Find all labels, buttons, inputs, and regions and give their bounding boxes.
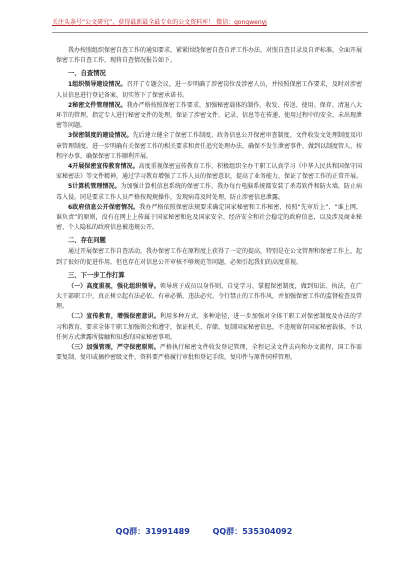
paragraph-10-heading: （三）加强管理，严守保密原则。 <box>68 344 160 352</box>
section-heading-2: 二、存在问题 <box>68 237 106 245</box>
paragraph-1 <box>56 80 362 100</box>
paragraph-5 <box>56 182 362 202</box>
header-rule <box>52 32 368 33</box>
banner-link[interactable]: 关注头条号“公文研究”，获得最新最全最专业的公文资料库！ 微信：gongwenyj <box>52 19 267 26</box>
paragraph-3-heading: 3保密制度的建设情况。 <box>68 132 133 140</box>
paragraph-3-body: 先后建立健全了保密工作制度、政务信息公开保密审查制度、文件收发文处理制度及印章管理制度。进一步明确有关保密工作的相关要求和责任追究处理办法，确保不发生泄密事件，做到以制度管人、按程序办事，确保保密工作顺利开展。 <box>56 132 363 160</box>
paragraph-10 <box>56 343 362 363</box>
paragraph-9-body: 利用多种方式、多种途径，进一步加强对全体干职工对保密制度及办法的学习和教育，要求全体干职工加强领会和遵守，保证机关、存储、复制国家秘密信息，不违规留存国家秘密载体，不以任何方式泄露所接触和知悉的国家秘密事项。 <box>56 313 363 341</box>
paragraph-8-body: 领导班子成员以身作则，自觉学习、掌握保密制度，做到知法、执法，在广大干部职工中，真正树立起有法必依、有章必循、违法必究、令行禁止的工作作风，并加强保密工作的监督检查及管理。 <box>56 282 363 311</box>
paragraph-5-heading: 5计算机管理情况。 <box>68 183 121 191</box>
qq-group-2[interactable]: QQ群：535304092 <box>212 527 293 536</box>
paragraph-9-heading: （二）宣传教育，增强保密意识。 <box>68 313 160 321</box>
paragraph-4 <box>56 162 362 182</box>
section-heading-3: 三、下一步工作打算 <box>68 271 125 279</box>
paragraph-2-body: 我办严格按照保密工作要求，加强秘密载体的制作、收发、传送、使用、保存、清退八大环节的管理，指定专人进行秘密文件的处理，保证了涉密文件、记录、信息等在传递、使用过程中的安全，未出现泄密等问题。 <box>56 101 363 130</box>
paragraph-8 <box>56 282 362 313</box>
paragraph-6-body: 我办严格依照保密法规要求确定国家秘密和工作秘密，按照“先审后上”、“谁上网，谁负责”的原则，没有在网上上传属于国家秘密和危及国家安全、经济安全和社会稳定的政府信息，以及涉及商业秘密、个人隐私的政府信息被违规公开。 <box>56 203 362 232</box>
paragraph-6 <box>56 203 362 234</box>
top-banner <box>52 14 368 32</box>
paragraph-6-heading: 6政府信息公开保密情况。 <box>68 203 140 211</box>
paragraph-4-heading: 4开展保密宣传教育情况。 <box>68 163 139 171</box>
paragraph-8-heading: （一）高度重视，强化组织领导。 <box>68 282 160 290</box>
paragraph-2-heading: 2秘密文件管理情况。 <box>68 101 127 109</box>
paragraph-1-heading: 1组织领导建设情况。 <box>68 81 127 89</box>
paragraph-4-body: 高度重视保密宣传教育工作，积极组织全办干职工认真学习《中华人民共和国保守国家秘密法》等文件精神，通过学习教育增强了工作人员的保密意识，提高了业务能力，保证了保密工作的正常开展。 <box>56 163 363 181</box>
intro-paragraph: 我办按照组织保密自查工作的通知要求，紧紧围绕保密自查自评工作办法，对照自查目录及自评标准，全面开展保密工作自查工作，现将自查情况报告如下。 <box>56 47 363 65</box>
footer-contacts <box>0 526 408 540</box>
paragraph-3 <box>56 131 362 162</box>
paragraph-5-body: 为加强计算机信息系统的保密工作，我办每台电脑系统都安装了杀毒软件和防火墙，防止病毒入侵。同是要求工作人员严格按现规操作，发现病毒及时处理，防止涉密信息泄露。 <box>56 183 362 201</box>
document-body <box>56 46 362 363</box>
paragraph-10-body: 严格执行秘密文件收发登记管理，全程记录文件去向和办文流程，国工作需要复制、复印或摘抄密级文件，资料要严格履行审批和登记手续，复印件与原件同样管理。 <box>56 344 362 362</box>
paragraph-2 <box>56 101 362 132</box>
paragraph-7: 通过开展保密工作自查活动，我办保密工作在原程度上获得了一定的提高，特别是在公文管理和保密工作上，起到了很好的促进作用。但也存在对信息公开审核不够规范等问题，必须引起我们的高度重视。 <box>56 248 363 266</box>
paragraph-9 <box>56 312 362 343</box>
section-heading-1: 一、自查情况 <box>68 70 106 78</box>
paragraph-1-body: 召开了专题会议，进一步明确了涉密岗位及涉密人员，并按照保密工作要求，及时对涉密人员信息进行登记备案，切实签下了保密承诺书。 <box>56 81 362 99</box>
qq-group-1[interactable]: QQ群：31991489 <box>115 527 190 536</box>
